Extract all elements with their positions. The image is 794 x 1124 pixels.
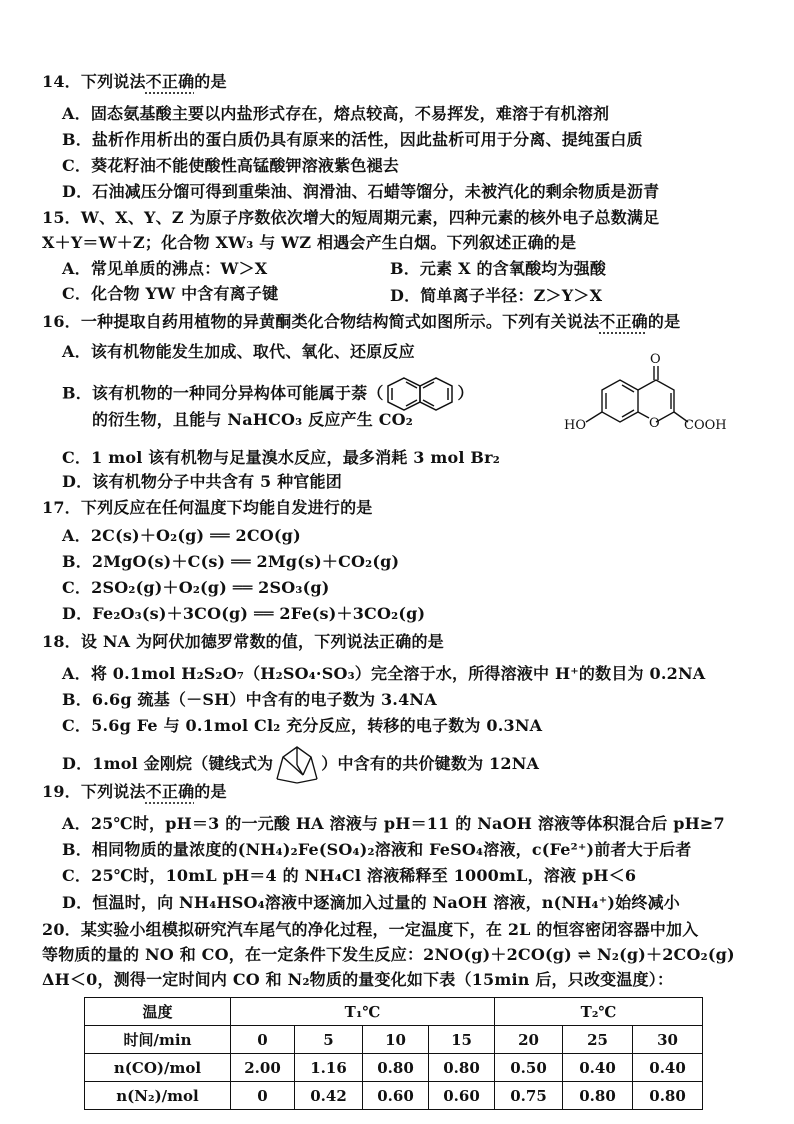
time-cell: 10	[363, 1026, 429, 1054]
table-row	[85, 1026, 703, 1054]
q20-stem-line3: ΔH＜0，测得一定时间内 CO 和 N₂物质的量变化如下表（15min 后，只改变温度）：	[42, 970, 674, 989]
q17-stem: 17．下列反应在任何温度下均能自发进行的是	[42, 498, 373, 517]
q20-data-table	[84, 997, 703, 1110]
q14-stem: 14．下列说法不正确的是	[42, 72, 227, 91]
n2-cell: 0.42	[295, 1082, 363, 1110]
q17-option-b: B．2MgO(s)＋C(s) ══ 2Mg(s)＋CO₂(g)	[62, 552, 400, 571]
isoflavone-structure	[560, 352, 730, 450]
co-cell: 0.50	[495, 1054, 563, 1082]
time-cell: 0	[231, 1026, 295, 1054]
time-cell: 15	[429, 1026, 495, 1054]
row-label-co: n(CO)/mol	[85, 1054, 231, 1082]
table-row	[85, 1054, 703, 1082]
co-cell: 0.40	[563, 1054, 633, 1082]
time-cell: 5	[295, 1026, 363, 1054]
q16-option-b-line2: 的衍生物，且能与 NaHCO₃ 反应产生 CO₂	[92, 410, 413, 429]
co-cell: 2.00	[231, 1054, 295, 1082]
q17-option-a: A．2C(s)＋O₂(g) ══ 2CO(g)	[62, 526, 301, 545]
q16-option-b-line1: B．该有机物的一种同分异构体可能属于萘（ ）	[62, 376, 474, 412]
q19-option-a: A．25℃时，pH＝3 的一元酸 HA 溶液与 pH＝11 的 NaOH 溶液等体积混合后 pH≥7	[62, 814, 725, 833]
q16-option-d: D．该有机物分子中共含有 5 种官能团	[62, 472, 342, 491]
n2-cell: 0.60	[429, 1082, 495, 1110]
q14-option-c: C．葵花籽油不能使酸性高锰酸钾溶液紫色褪去	[62, 156, 399, 175]
time-cell: 20	[495, 1026, 563, 1054]
n2-cell: 0.80	[563, 1082, 633, 1110]
q16-option-c: C．1 mol 该有机物与足量溴水反应，最多消耗 3 mol Br₂	[62, 448, 500, 467]
hydroxyl-label: HO	[564, 418, 586, 433]
q15-option-d: D．简单离子半径：Z＞Y＞X	[390, 286, 603, 305]
q14-option-a: A．固态氨基酸主要以内盐形式存在，熔点较高，不易挥发，难溶于有机溶剂	[62, 104, 610, 123]
table-row	[85, 1082, 703, 1110]
q14-option-d: D．石油减压分馏可得到重柴油、润滑油、石蜡等馏分，未被汽化的剩余物质是沥青	[62, 182, 660, 201]
q19-stem: 19．下列说法不正确的是	[42, 782, 227, 801]
n2-cell: 0	[231, 1082, 295, 1110]
q15-stem-line2: X＋Y＝W＋Z；化合物 XW₃ 与 WZ 相遇会产生白烟。下列叙述正确的是	[42, 233, 577, 252]
q19-option-b: B．相同物质的量浓度的(NH₄)₂Fe(SO₄)₂溶液和 FeSO₄溶液，c(Fe²⁺)前者大于后者	[62, 840, 692, 859]
q18-stem: 18．设 NA 为阿伏加德罗常数的值，下列说法正确的是	[42, 632, 444, 651]
carboxyl-label: COOH	[684, 418, 727, 433]
header-t1: T₁℃	[231, 998, 495, 1026]
q19-emphasis: 不正确	[145, 782, 195, 801]
table-row	[85, 998, 703, 1026]
co-cell: 0.40	[633, 1054, 703, 1082]
q16-emphasis: 不正确	[599, 312, 648, 331]
q14-option-b: B．盐析作用析出的蛋白质仍具有原来的活性，因此盐析可用于分离、提纯蛋白质	[62, 130, 643, 149]
time-cell: 30	[633, 1026, 703, 1054]
header-temperature: 温度	[85, 998, 231, 1026]
q20-stem-line1: 20．某实验小组模拟研究汽车尾气的净化过程，一定温度下，在 2L 的恒容密闭容器中加入	[42, 920, 699, 939]
time-cell: 25	[563, 1026, 633, 1054]
co-cell: 1.16	[295, 1054, 363, 1082]
carbonyl-oxygen-label: O	[650, 352, 661, 367]
q18-option-d: D．1mol 金刚烷（键线式为 ）中含有的共价键数为 12NA	[62, 744, 539, 784]
q18-option-c: C．5.6g Fe 与 0.1mol Cl₂ 充分反应，转移的电子数为 0.3NA	[62, 716, 543, 735]
q16-stem: 16．一种提取自药用植物的异黄酮类化合物结构简式如图所示。下列有关说法不正确的是	[42, 312, 681, 331]
n2-cell: 0.60	[363, 1082, 429, 1110]
q15-option-b: B．元素 X 的含氧酸均为强酸	[390, 259, 607, 278]
naphthalene-icon	[384, 376, 458, 412]
q19-option-c: C．25℃时，10mL pH＝4 的 NH₄Cl 溶液稀释至 1000mL，溶液 pH＜6	[62, 866, 637, 885]
q17-option-d: D．Fe₂O₃(s)＋3CO(g) ══ 2Fe(s)＋3CO₂(g)	[62, 604, 426, 623]
n2-cell: 0.75	[495, 1082, 563, 1110]
q18-option-a: A．将 0.1mol H₂S₂O₇（H₂SO₄·SO₃）完全溶于水，所得溶液中 H⁺的数目为 0.2NA	[62, 664, 706, 683]
n2-cell: 0.80	[633, 1082, 703, 1110]
q14-emphasis: 不正确	[145, 72, 195, 91]
q17-option-c: C．2SO₂(g)＋O₂(g) ══ 2SO₃(g)	[62, 578, 330, 597]
q15-option-c: C．化合物 YW 中含有离子键	[62, 284, 279, 303]
isoflavone-structure-drawing	[560, 360, 730, 450]
q19-option-d: D．恒温时，向 NH₄HSO₄溶液中逐滴加入过量的 NaOH 溶液，n(NH₄⁺)始终减小	[62, 893, 680, 912]
q18-option-b: B．6.6g 巯基（－SH）中含有的电子数为 3.4NA	[62, 690, 437, 709]
adamantane-icon	[273, 745, 321, 785]
row-label-n2: n(N₂)/mol	[85, 1082, 231, 1110]
co-cell: 0.80	[363, 1054, 429, 1082]
header-time: 时间/min	[85, 1026, 231, 1054]
q15-stem-line1: 15．W、X、Y、Z 为原子序数依次增大的短周期元素，四种元素的核外电子总数满足	[42, 208, 660, 227]
ring-oxygen-label: O	[649, 416, 660, 431]
q20-stem-line2: 等物质的量的 NO 和 CO，在一定条件下发生反应：2NO(g)＋2CO(g) ⇌ N₂(g)＋2CO₂(g)	[42, 945, 735, 964]
q16-option-a: A．该有机物能发生加成、取代、氧化、还原反应	[62, 342, 415, 361]
q15-option-a: A．常见单质的沸点：W＞X	[62, 259, 268, 278]
co-cell: 0.80	[429, 1054, 495, 1082]
header-t2: T₂℃	[495, 998, 703, 1026]
